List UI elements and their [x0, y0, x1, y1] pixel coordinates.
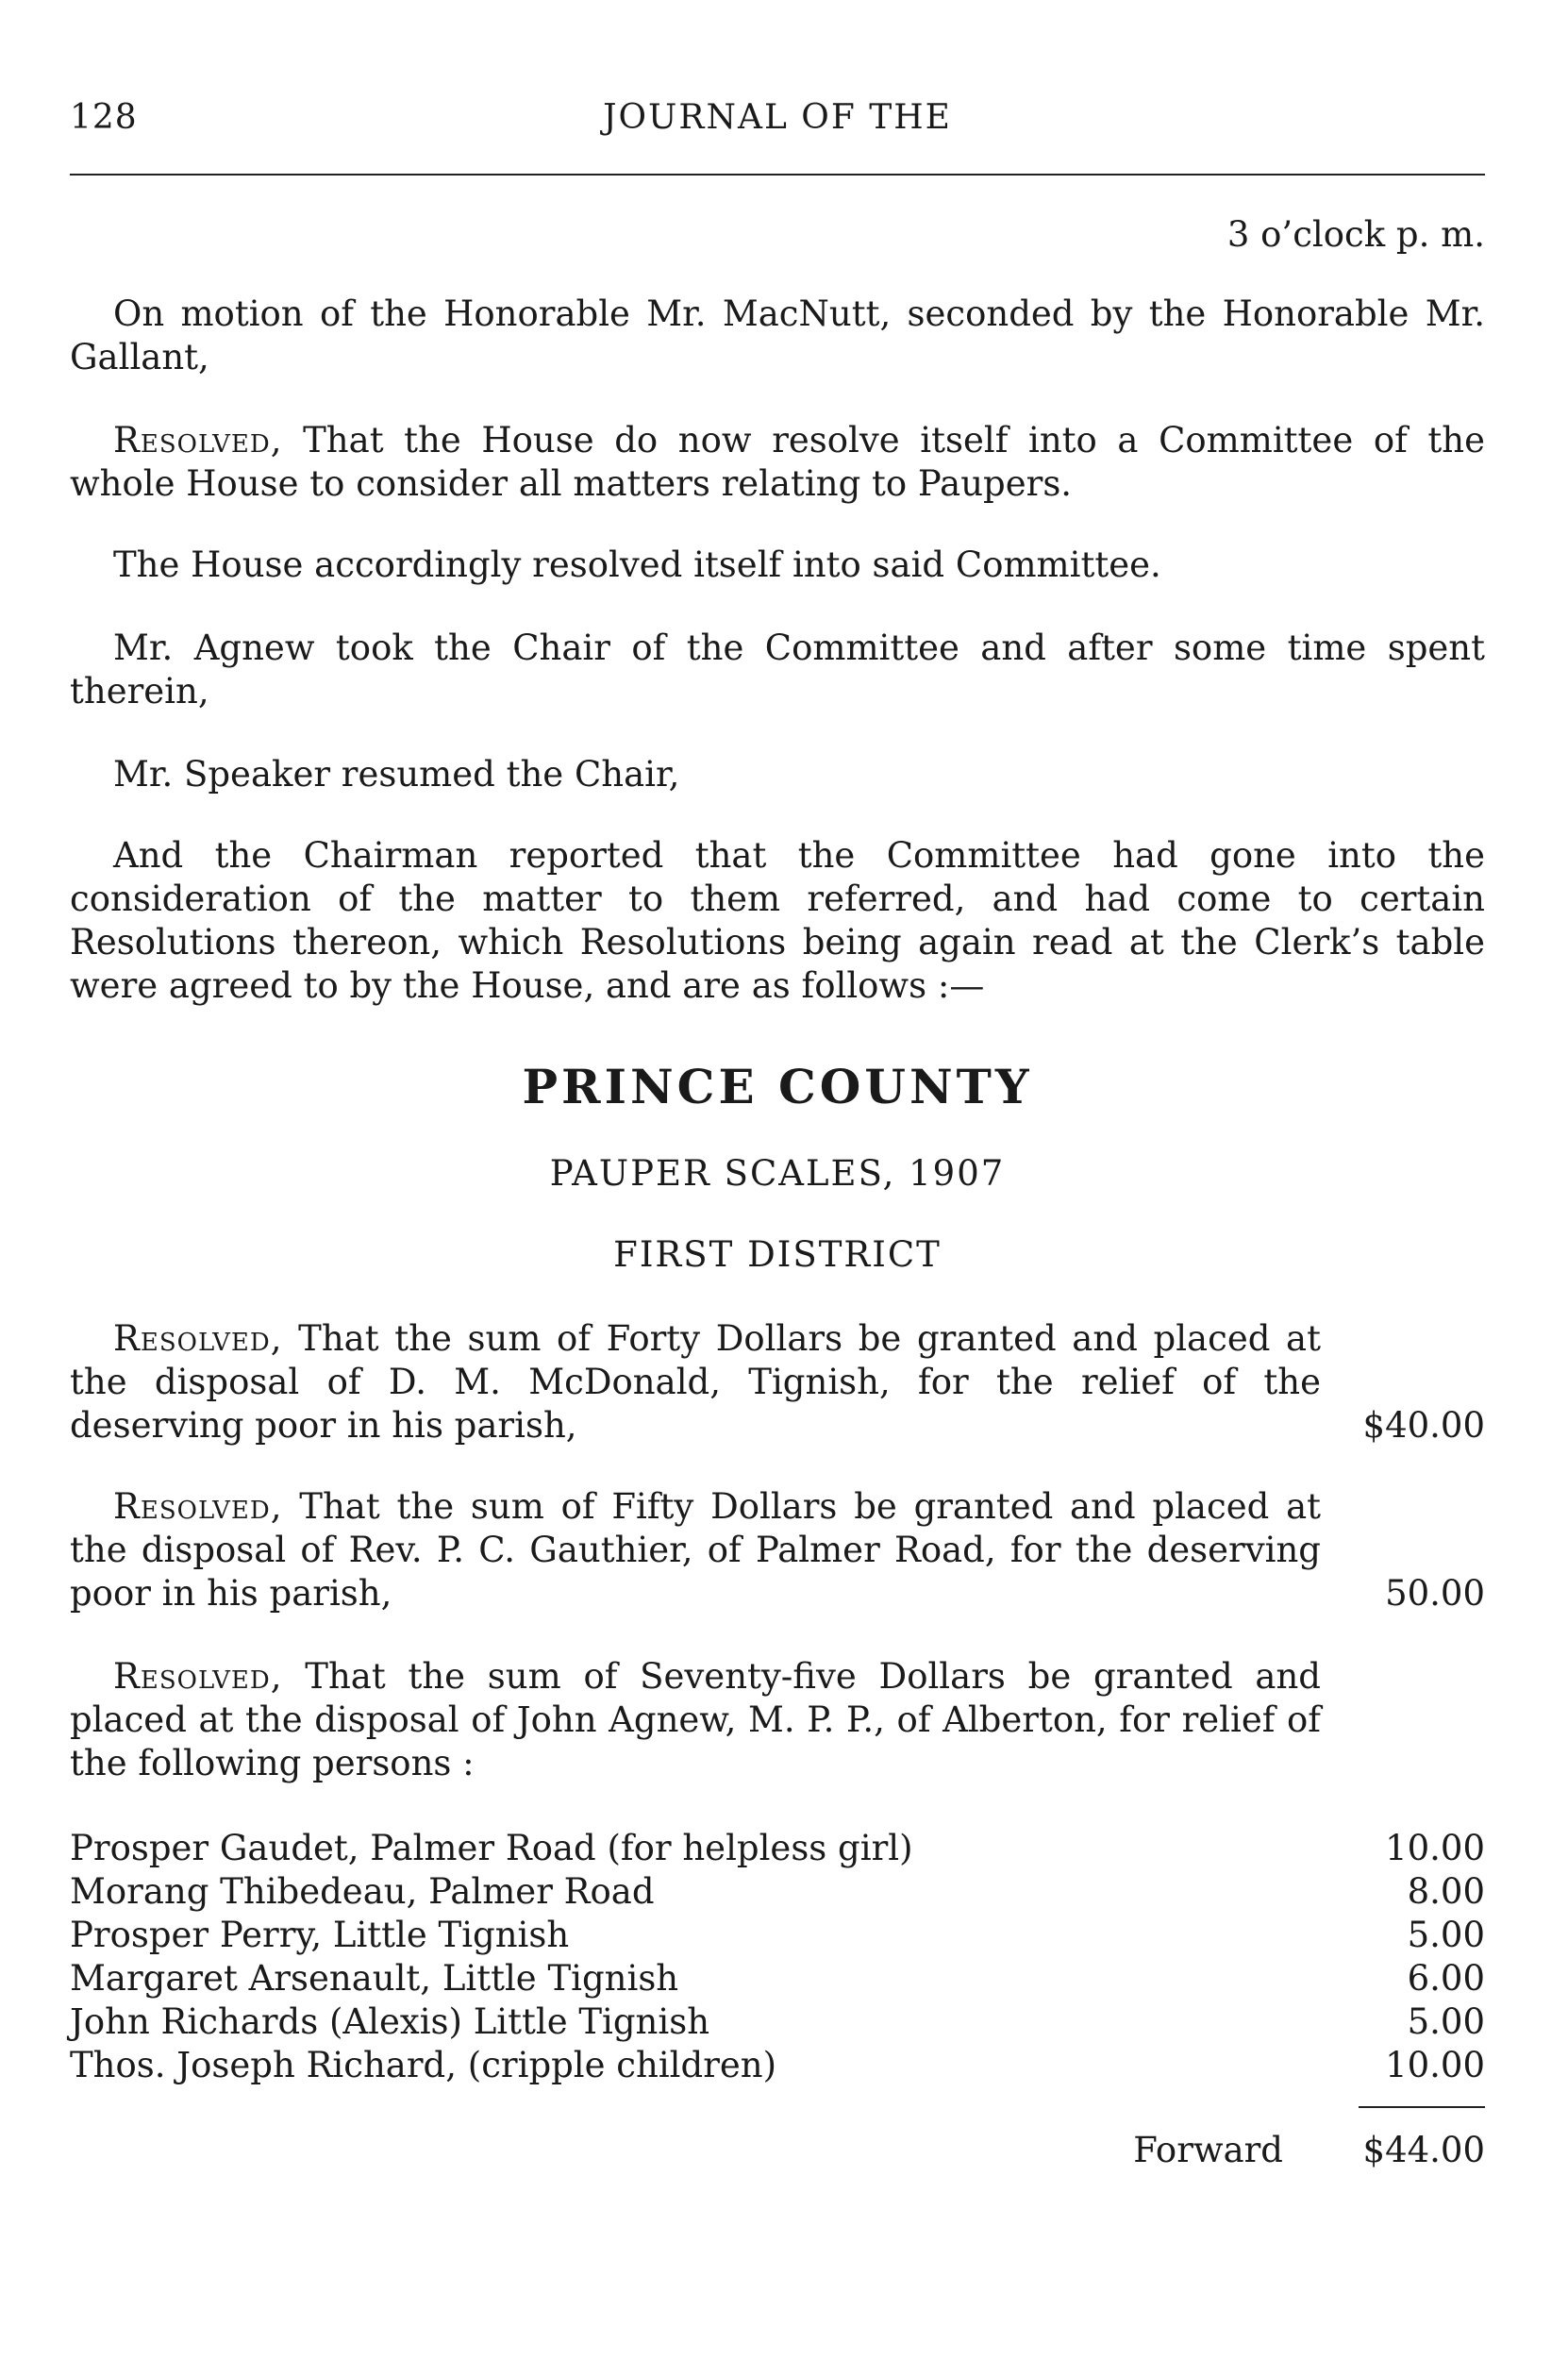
- agnew-paragraph: Mr. Agnew took the Chair of the Committee and after some time spent therein,: [70, 628, 1485, 711]
- page-number: 128: [70, 98, 138, 137]
- person-name: John Richards (Alexis) Little Tignish: [70, 2001, 710, 2042]
- person-amount: 5.00: [1407, 1915, 1485, 1955]
- speaker-paragraph: Mr. Speaker resumed the Chair,: [113, 754, 680, 795]
- resolved-label: Resolved,: [113, 420, 283, 460]
- person-amount: 6.00: [1407, 1958, 1485, 1999]
- resolution-1: [70, 1317, 1321, 1448]
- forward-amount: $44.00: [1362, 2130, 1485, 2170]
- person-amount: 8.00: [1407, 1871, 1485, 1912]
- resolution-text: That the sum of Fifty Dollars be granted and placed at the disposal of Rev. P. C. Gauthier, of Palmer Road, for the deserving poor in his parish,: [70, 1486, 1321, 1614]
- resolution-2-amount: 50.00: [1385, 1573, 1485, 1614]
- header-rule: [70, 174, 1485, 176]
- forward-label: Forward: [1133, 2130, 1283, 2170]
- person-name: Margaret Arsenault, Little Tignish: [70, 1958, 679, 1999]
- resolution-label: Resolved,: [113, 1486, 283, 1527]
- total-rule: [1359, 2106, 1485, 2108]
- district-heading: FIRST DISTRICT: [613, 1234, 942, 1275]
- resolution-text: That the sum of Forty Dollars be granted and placed at the disposal of D. M. McDonald, Tignish, for the relief of the deserving poor in his parish,: [70, 1318, 1321, 1446]
- person-name: Thos. Joseph Richard, (cripple children): [70, 2045, 777, 2085]
- accordingly-paragraph: The House accordingly resolved itself into said Committee.: [113, 544, 1161, 585]
- resolution-1-amount: $40.00: [1362, 1405, 1485, 1446]
- chairman-paragraph: And the Chairman reported that the Committee had gone into the consideration of the matter to them referred, and had come to certain Resolutions thereon, which Resolutions being again read at the Clerk’s table were agreed to by the House, and are as follows :—: [70, 835, 1485, 1006]
- resolution-label: Resolved,: [113, 1656, 283, 1697]
- resolved-paragraph: [70, 419, 1485, 506]
- person-name: Morang Thibedeau, Palmer Road: [70, 1871, 655, 1912]
- person-amount: 10.00: [1385, 1828, 1485, 1868]
- page-header: [70, 98, 1485, 155]
- resolved-text: That the House do now resolve itself into a Committee of the whole House to consider all matters relating to Paupers.: [70, 420, 1485, 504]
- resolution-3: [70, 1655, 1321, 1785]
- motion-paragraph: On motion of the Honorable Mr. MacNutt, seconded by the Honorable Mr. Gallant,: [70, 293, 1485, 377]
- resolution-2: [70, 1485, 1321, 1615]
- section-subtitle: PAUPER SCALES, 1907: [549, 1153, 1006, 1194]
- person-amount: 10.00: [1385, 2045, 1485, 2085]
- person-name: Prosper Gaudet, Palmer Road (for helpless girl): [70, 1828, 913, 1868]
- section-title: PRINCE COUNTY: [522, 1059, 1033, 1114]
- time-note: 3 o’clock p. m.: [1226, 214, 1485, 255]
- person-name: Prosper Perry, Little Tignish: [70, 1915, 570, 1955]
- running-title: JOURNAL OF THE: [603, 98, 952, 137]
- resolution-text: That the sum of Seventy-five Dollars be granted and placed at the disposal of John Agnew, M. P. P., of Alberton, for relief of the following persons :: [70, 1656, 1321, 1783]
- person-amount: 5.00: [1407, 2001, 1485, 2042]
- resolution-label: Resolved,: [113, 1318, 283, 1359]
